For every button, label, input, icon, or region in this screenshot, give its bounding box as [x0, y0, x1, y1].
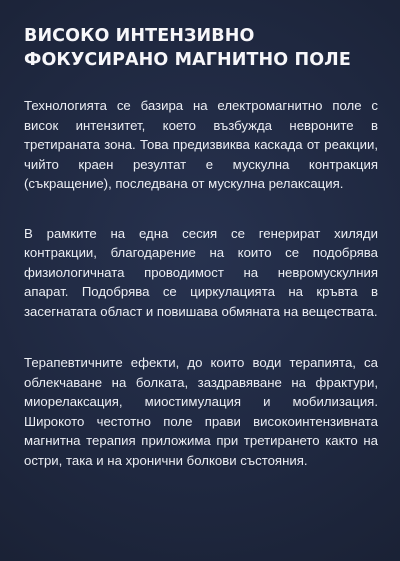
title-line-1: ВИСОКО ИНТЕНЗИВНО — [24, 26, 255, 46]
paragraph-session: В рамките на една сесия се генерират хиляди контракции, благодарение на които се подобрява физиологичната проводимост на невромускулния апарат. Подобрява се циркулацията на кръвта в засегнатата област и повишава обмяната на веществата. — [24, 225, 378, 319]
title-line-2: ФОКУСИРАНО МАГНИТНО ПОЛЕ — [24, 50, 351, 70]
paragraph-effects: Терапевтичните ефекти, до които води терапията, са облекчаване на болката, заздравяване на фрактури, миорелаксация, миостимулация и мобилизация. Широкото честотно поле прави високоинтензивната магнитна терапия приложима при третирането както на остри, така и на хронични болкови състояния. — [24, 355, 378, 468]
paragraph-technology: Технологията се базира на електромагнитно поле с висок интензитет, което възбужда невроните в третираната зона. Това предизвиква каскада от реакции, чийто краен резултат е мускулна контракция (съкращение), последвана от мускулна релаксация. — [24, 98, 378, 191]
page-title — [24, 24, 378, 72]
